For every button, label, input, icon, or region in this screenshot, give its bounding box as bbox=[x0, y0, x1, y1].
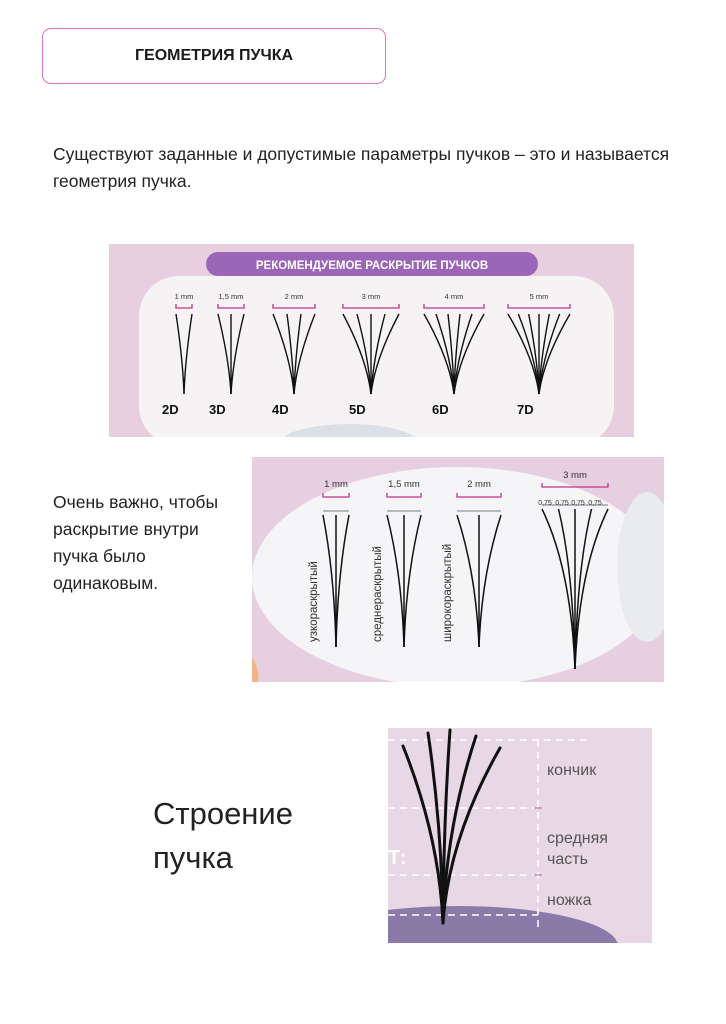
bundle-label: 4D bbox=[272, 402, 289, 417]
structure-title-line1: Строение bbox=[153, 796, 293, 831]
opening-chart-svg bbox=[109, 244, 634, 437]
opening-banner: РЕКОМЕНДУЕМОЕ РАСКРЫТИЕ ПУЧКОВ bbox=[255, 260, 489, 272]
structure-title-line2: пучка bbox=[153, 840, 233, 875]
bundle-size-label: 5 mm bbox=[529, 292, 549, 301]
bundle-size-label: 3 mm bbox=[361, 292, 381, 301]
opening-chart-image bbox=[109, 244, 634, 437]
bundle-size-label: 1,5 mm bbox=[218, 292, 244, 301]
bundle-size-label: 2 mm bbox=[284, 292, 304, 301]
gap-label: 0,75 bbox=[571, 500, 585, 507]
title-box bbox=[42, 28, 386, 84]
width-size-label: 2 mm bbox=[467, 479, 491, 490]
structure-image bbox=[388, 728, 652, 943]
width-type-label: широкораскрытый bbox=[442, 543, 454, 642]
bundle-label: 5D bbox=[349, 402, 366, 417]
gap-label: 0,75 bbox=[588, 500, 602, 507]
structure-svg bbox=[388, 728, 652, 943]
bundle-size-label: 1 mm bbox=[174, 292, 194, 301]
structure-title bbox=[153, 792, 293, 880]
part-tip-label: кончик bbox=[547, 762, 597, 779]
bundle-label: 6D bbox=[432, 402, 449, 417]
width-types-image bbox=[252, 457, 664, 682]
intro-paragraph: Существуют заданные и допустимые параметры пучков – это и называется геометрия пучка. bbox=[53, 144, 670, 191]
width-size-label: 1,5 mm bbox=[388, 479, 420, 490]
width-size-label: 1 mm bbox=[324, 479, 348, 490]
width-type-label: среднераскрытый bbox=[372, 546, 384, 642]
part-middle-label-line1: средняя bbox=[547, 830, 608, 847]
bundle-label: 7D bbox=[517, 402, 534, 417]
importance-text: Очень важно, чтобы раскрытие внутри пучка было одинаковым. bbox=[53, 492, 219, 593]
gap-label: 0,75 bbox=[538, 500, 552, 507]
bundle-size-label: 4 mm bbox=[444, 292, 464, 301]
gap-label: 0,75 bbox=[555, 500, 569, 507]
page-title: ГЕОМЕТРИЯ ПУЧКА bbox=[134, 47, 294, 64]
width-size-label: 3 mm bbox=[563, 470, 587, 481]
svg-text:Т:: Т: bbox=[388, 847, 407, 869]
part-middle-label-line2: часть bbox=[547, 851, 588, 868]
width-type-label: узкораскрытый bbox=[308, 561, 320, 642]
bundle-label: 3D bbox=[209, 402, 226, 417]
bundle-label: 2D bbox=[162, 402, 179, 417]
part-stem-label: ножка bbox=[547, 892, 592, 909]
width-types-svg bbox=[252, 457, 664, 682]
